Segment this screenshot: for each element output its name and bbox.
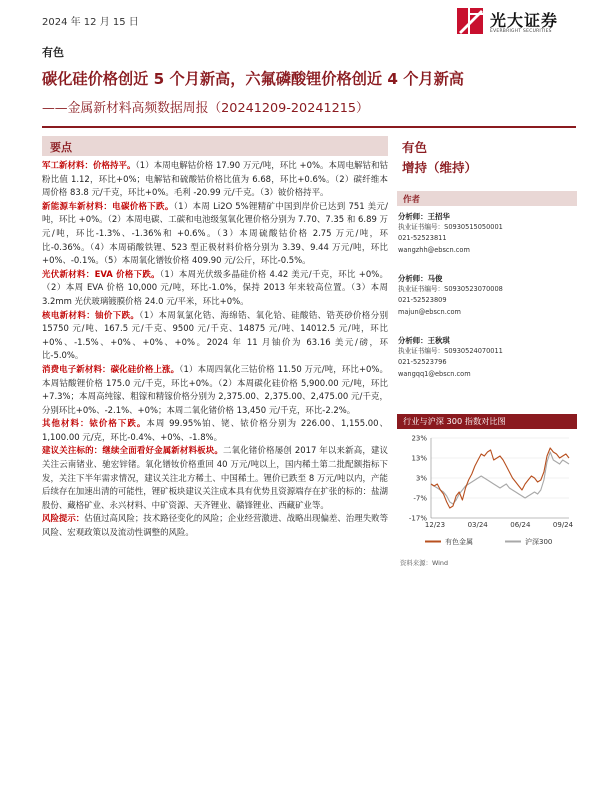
summary-item-text: 估值过高风险；技术路径变化的风险；企业经营激进、战略出现偏差、治理失败等风险、宏观政策以及流动性调整的风险。 [42,513,389,538]
author-heading-bar [397,191,577,206]
summary-item-text: （1）本周氧氯化锆、海绵锆、氧化铪、硅酸锆、锆英砂价格分别 15750 元/吨、167.5 元/千克、9500 元/千克、14875 元/吨、14012.5 元/吨，环比 +0%、-1.5%、+0%、+0%、+0%。2024 年 11 月铀价为 63.16 美元/磅，环比-5.0%。 [42,309,389,361]
chart-y-tick-label: 13% [411,454,427,463]
summary-item-key: 建议关注标的：继续全面看好金属新材料板块。 [42,445,224,456]
analyst-cert: 执业证书编号：S0930524070011 [398,347,503,356]
rating-sector: 有色 [402,140,428,155]
summary-heading: 要点 [50,141,72,154]
analyst-email[interactable]: wangqq1@ebscn.com [398,369,471,378]
analyst-phone: 021-52523796 [398,358,447,367]
analyst-email[interactable]: majun@ebscn.com [398,307,461,316]
brand-name-en: EVERBRIGHT SECURITIES [490,29,552,34]
summary-item-text: （1）本周 Li2O 5%锂精矿中国到岸价已达到 751 美元/吨，环比 +0%。（2）本周电碳、工碳和电池级氢氧化锂价格分别为 7.70、7.35 和 6.89 万元/吨，环比-1.3%、-1.36%和 +0.6%。（3）本周硫酸钴价格 2.75 万元/吨，环比-0.36%。（4）本周硝酸铁锂、523 型正极材料价格分别为 3.39、9.44 万元/吨，环比+0%、-0.1%。（5）本周氧化镨钕价格 409.90 元/公斤，环比-0.5%。 [42,200,388,266]
chart-heading-bar [397,414,577,429]
chart-x-tick-label: 09/24 [552,521,574,529]
analyst-name: 分析师：马俊 [398,274,443,283]
sector-label: 有色 [42,46,64,59]
summary-item [42,159,388,200]
analyst-name: 分析师：王招华 [398,212,450,221]
author-heading: 作者 [403,195,421,205]
chart-x-tick-label: 06/24 [510,521,531,529]
summary-body [42,159,388,540]
analyst-name: 分析师：王秋琪 [398,336,450,345]
summary-item-key: 消费电子新材料：碳化硅价格上涨。 [42,363,180,374]
chart-legend-label: 有色金属 [445,538,473,546]
chart-x-tick-label: 03/24 [467,521,488,529]
analyst-email[interactable]: wangzhh@ebscn.com [398,245,470,254]
chart-source: 资料来源：Wind [400,559,449,567]
report-date: 2024 年 12 月 15 日 [42,17,139,28]
summary-heading-bar [42,136,388,156]
chart-y-tick-label: 23% [411,434,427,443]
summary-item-key: 核电新材料：铀价下跌。 [42,309,140,320]
analyst-phone: 021-52523809 [398,296,447,305]
chart-y-tick-label: -17% [408,514,427,523]
summary-item [42,417,388,444]
summary-item [42,268,388,309]
brand-logo-icon [455,6,485,36]
summary-item [42,444,388,512]
rating-value: 增持（维持） [402,160,478,175]
chart-y-tick-label: 3% [415,474,427,483]
summary-item [42,363,388,417]
report-title: 碳化硅价格创近 5 个月新高，六氟磷酸锂价格创近 4 个月新高 [42,70,464,88]
summary-item-key: 军工新材料：价格持平。 [42,160,136,170]
brand-logo [455,5,575,41]
analyst-cert: 执业证书编号：S0930515050001 [398,223,503,232]
summary-item-text: （1）本周电解钴价格 17.90 万元/吨，环比 +0%。本周电解钴和钴粉比值 1.12，环比+0%；电解钴和硫酸钴价格比值为 6.68，环比+0.6%。（2）碳纤维本周价格 83.8 元/千克，环比+0%。毛利 -20.99 元/千克。（3）铍价格持平。 [42,160,389,198]
analyst-card [398,273,578,318]
chart-legend-label: 沪深300 [525,538,553,546]
summary-item [42,200,388,268]
index-comparison-chart [397,432,577,558]
chart-y-tick-label: -7% [413,494,427,503]
chart-x-tick-label: 12/23 [424,521,446,529]
summary-item-text: （1）本周四氧化三钴价格 11.50 万元/吨，环比+0%。本周钴酸锂价格 175.0 元/千克，环比+0%。（2）本周碳化硅价格 5,900.00 元/吨，环比 +7.3%；本周高纯镓、粗镓和精镓价格分别为 2,375.00、2,375.00、2,475.00 元/千克，分别环比+0%、-2.1%、+0%；本周二氧化锗价格 13,450 元/千克，环比-2.2%。 [42,363,388,415]
report-subtitle: ——金属新材料高频数据周报（20241209-20241215） [42,101,369,116]
analyst-card [398,335,578,380]
title-divider [42,126,576,128]
chart-title: 行业与沪深 300 指数对比图 [403,416,506,426]
summary-item [42,512,388,539]
summary-item-key: 其他材料：铱价格下跌。 [42,418,147,429]
analyst-card [398,211,578,256]
summary-item-text: 本周 99.95%铂、铑、铱价格分别为 226.00、1,155.00、1,100.00 元/克，环比-0.4%、+0%、-1.8%。 [42,418,388,442]
summary-item-key: 光伏新材料：EVA 价格下跌。 [42,268,160,279]
summary-item-key: 新能源车新材料：电碳价格下跌。 [42,200,174,211]
summary-item [42,309,388,363]
summary-item-text: 二氧化锗价格屡创 2017 年以来新高，建议关注云南锗业、驰宏锌锗。氧化镨钕价格重回 40 万元/吨以上，国内稀土第二批配额指标下发，关注下半年需求情况，建议关注北方稀土、中国稀土。锂价已跌至 8 万元/吨以内，产能后续存在加速出清的可能性，锂矿板块建议关注成本具有优势且资源端存在扩张的标的：盐湖股份、藏格矿业、永兴材料、中矿资源、天齐锂业、赣锋锂业、西藏矿业等。 [42,445,388,510]
analyst-phone: 021-52523811 [398,234,447,243]
summary-item-key: 风险提示： [42,513,85,524]
brand-name: 光大证券 [490,11,559,30]
summary-item-text: （1）本周光伏级多晶硅价格 4.42 美元/千克，环比 +0%。（2）本周 EVA 价格 10,000 元/吨，环比-1.0%，保持 2013 年来较高位置。（3）本周 3.2mm 光伏玻璃镀膜价格 24.0 元/平米，环比+0%。 [42,268,388,306]
analyst-cert: 执业证书编号：S0930523070008 [398,285,503,294]
